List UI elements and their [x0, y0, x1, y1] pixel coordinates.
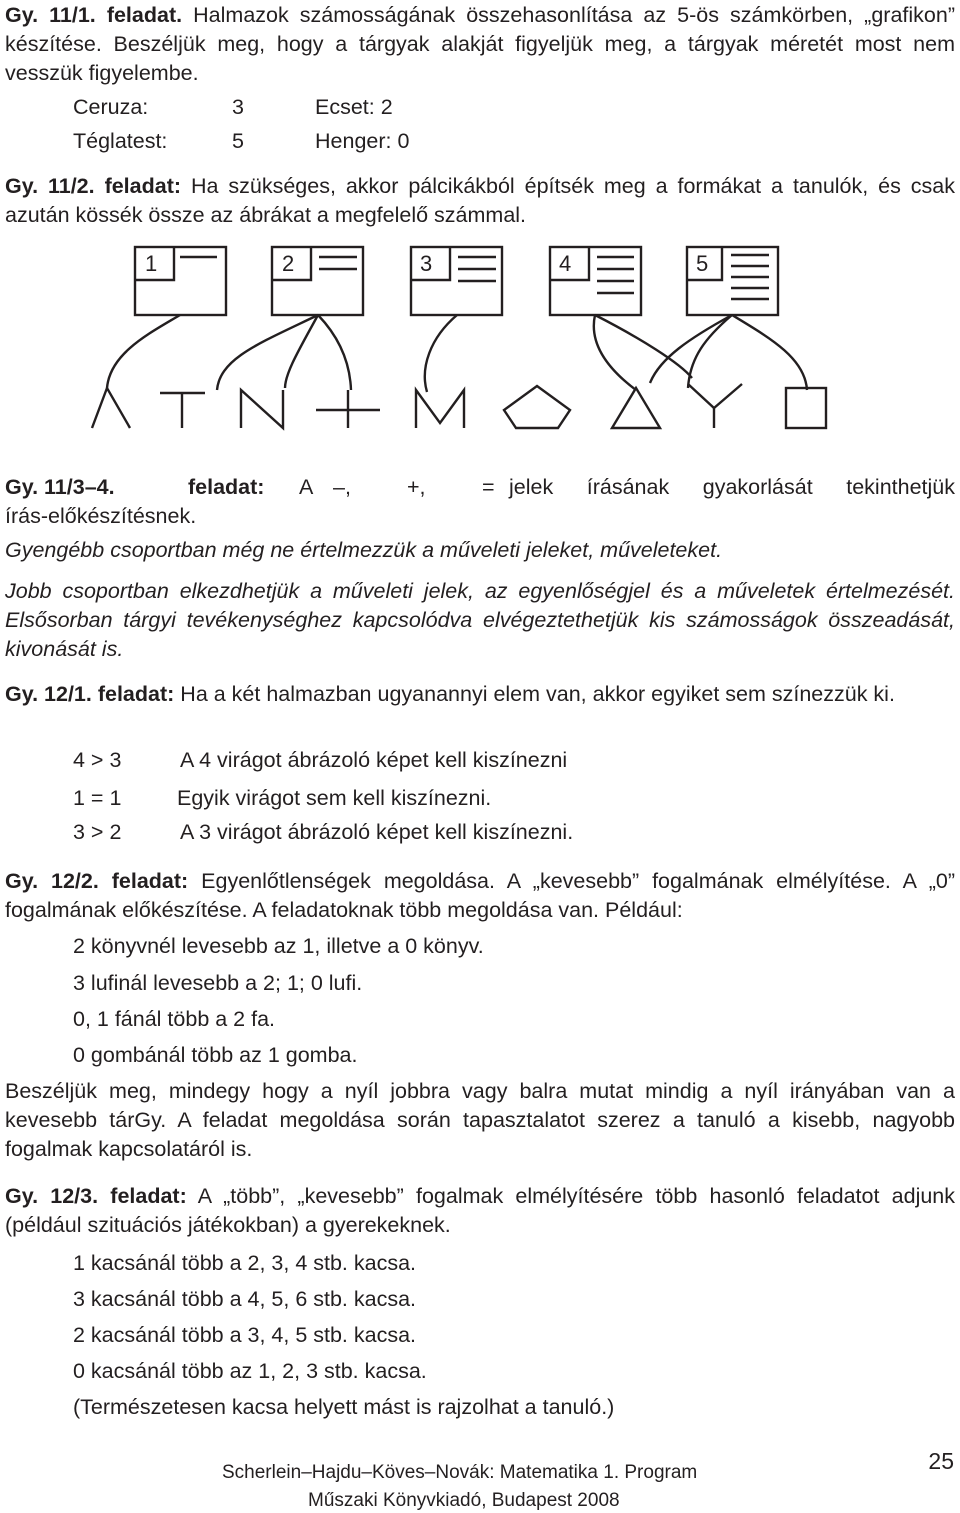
page-number: 25	[928, 1448, 954, 1474]
task-12-3-word: feladat:	[110, 1184, 187, 1208]
task-12-2-word: feladat:	[111, 869, 189, 893]
task-11-2-word: feladat:	[104, 174, 182, 198]
task-11-1	[5, 1, 955, 88]
task-12-3-text: A „több”, „kevesebb” fogalmak elmélyítésére több hasonló feladatot adjunk (például szituációs játékokban) a gyerekeknek.	[5, 1184, 956, 1237]
task-12-2-label: Gy. 12/2.	[5, 869, 99, 893]
count-teglatest-label: Téglatest:	[73, 129, 168, 153]
square-shape	[786, 388, 826, 428]
task-12-1-label: Gy. 12/1.	[5, 682, 92, 706]
task-11-3-label: Gy. 11/3–4.	[5, 475, 115, 499]
count-ceruza-value: 3	[232, 95, 244, 119]
relation-3: 3 > 2	[73, 820, 122, 844]
example-1-4: 0 gombánál több az 1 gomba.	[73, 1043, 358, 1067]
count-ecset: Ecset: 2	[315, 95, 393, 119]
footer-publisher: Műszaki Könyvkiadó, Budapest 2008	[308, 1490, 620, 1511]
relation-1: 4 > 3	[73, 748, 122, 772]
task-11-3-a: A	[299, 475, 314, 499]
example-1-2: 3 lufinál levesebb a 2; 1; 0 lufi.	[73, 971, 363, 995]
task-11-2	[5, 172, 955, 230]
task-12-3-label: Gy. 12/3.	[5, 1184, 99, 1208]
relation-1-desc: A 4 virágot ábrázoló képet kell kiszínezni	[180, 748, 568, 772]
discussion-paragraph: Beszéljük meg, mindegy hogy a nyíl jobbra vagy balra mutat mindig a nyíl irányában van a kevesebb tárGy. A feladat megoldása során tapasztalatot szerez a tanuló a kisebb, nagyobb fogalmak kapcsolatáról is.	[5, 1079, 955, 1161]
pentagon-shape	[504, 386, 570, 428]
box-4-number: 4	[559, 251, 572, 276]
box-1-number: 1	[145, 251, 158, 276]
task-11-3-line2: írás-előkészítésnek.	[5, 504, 197, 528]
task-12-3	[5, 1182, 955, 1240]
n-shape	[241, 390, 283, 428]
y-shape	[688, 384, 742, 408]
m-shape	[416, 390, 464, 428]
angle-shape	[92, 388, 130, 428]
count-ceruza-label: Ceruza:	[73, 95, 149, 119]
triangle-shape	[612, 388, 660, 428]
relation-2: 1 = 1	[73, 786, 122, 810]
task-11-1-text: Halmazok számosságának összehasonlítása az 5-ös számkörben, „grafikon” készítése. Beszéljük meg, hogy a tárgyak alakját figyeljük meg, a tárgyak méretét most nem vesszük figyelembe.	[5, 3, 955, 85]
box-2-number: 2	[282, 251, 295, 276]
relation-2-desc: Egyik virágot sem kell kiszínezni.	[177, 786, 492, 810]
task-11-3-rest: jelek írásának gyakorlását tekinthetjük	[509, 475, 955, 499]
example-2-4: 0 kacsánál több az 1, 2, 3 stb. kacsa.	[73, 1359, 427, 1383]
task-12-2-text: Egyenlőtlenségek megoldása. A „kevesebb” fogalmának elmélyítése. A „0” fogalmának előkészítése. A feladatoknak több megoldása van. Például:	[5, 869, 955, 922]
task-11-2-label: Gy. 11/2.	[5, 174, 95, 198]
task-12-1-text: Ha a két halmazban ugyanannyi elem van, akkor egyiket sem színezzük ki.	[180, 682, 895, 706]
task-12-1-word: feladat:	[97, 682, 175, 706]
example-2-3: 2 kacsánál több a 3, 4, 5 stb. kacsa.	[73, 1323, 417, 1347]
symbol-plus: +,	[407, 475, 426, 499]
box-5-number: 5	[696, 251, 709, 276]
example-2-1: 1 kacsánál több a 2, 3, 4 stb. kacsa.	[73, 1251, 417, 1275]
task-11-1-word: feladat.	[106, 3, 183, 27]
task-12-2	[5, 867, 955, 925]
box-3-number: 3	[420, 251, 433, 276]
symbol-equals: =	[482, 475, 495, 499]
task-11-3-label-line	[5, 473, 115, 502]
symbol-minus: –,	[333, 475, 351, 499]
footer-authors: Scherlein–Hajdu–Köves–Novák: Matematika 1. Program	[222, 1462, 698, 1483]
example-1-3: 0, 1 fánál több a 2 fa.	[73, 1007, 276, 1031]
italic-weaker-group: Gyengébb csoportban még ne értelmezzük a műveleti jeleket, műveleteket.	[5, 538, 723, 562]
example-1-1: 2 könyvnél levesebb az 1, illetve a 0 könyv.	[73, 934, 484, 958]
count-teglatest-value: 5	[232, 129, 244, 153]
italic-better-group: Jobb csoportban elkezdhetjük a műveleti jelek, az egyenlőségjel és a műveletek értelmezését. Elsősorban tárgyi tevékenységhez kapcsolódva elvégeztethetjük kis számosságok összeadását, kivonását is.	[5, 579, 955, 661]
relation-3-desc: A 3 virágot ábrázoló képet kell kiszínezni.	[180, 820, 574, 844]
task-11-2-text: Ha szükséges, akkor pálcikákból építsék meg a formákat a tanulók, és csak azután kössék össze az ábrákat a megfelelő számmal.	[5, 174, 956, 227]
task-12-1	[5, 680, 955, 709]
count-henger: Henger: 0	[315, 129, 410, 153]
task-11-3-word: feladat:	[188, 475, 265, 499]
example-2-2: 3 kacsánál több a 4, 5, 6 stb. kacsa.	[73, 1287, 417, 1311]
task-11-1-label: Gy. 11/1.	[5, 3, 96, 27]
example-2-5: (Természetesen kacsa helyett mást is rajzolhat a tanuló.)	[73, 1395, 615, 1419]
matching-figure	[0, 238, 960, 438]
